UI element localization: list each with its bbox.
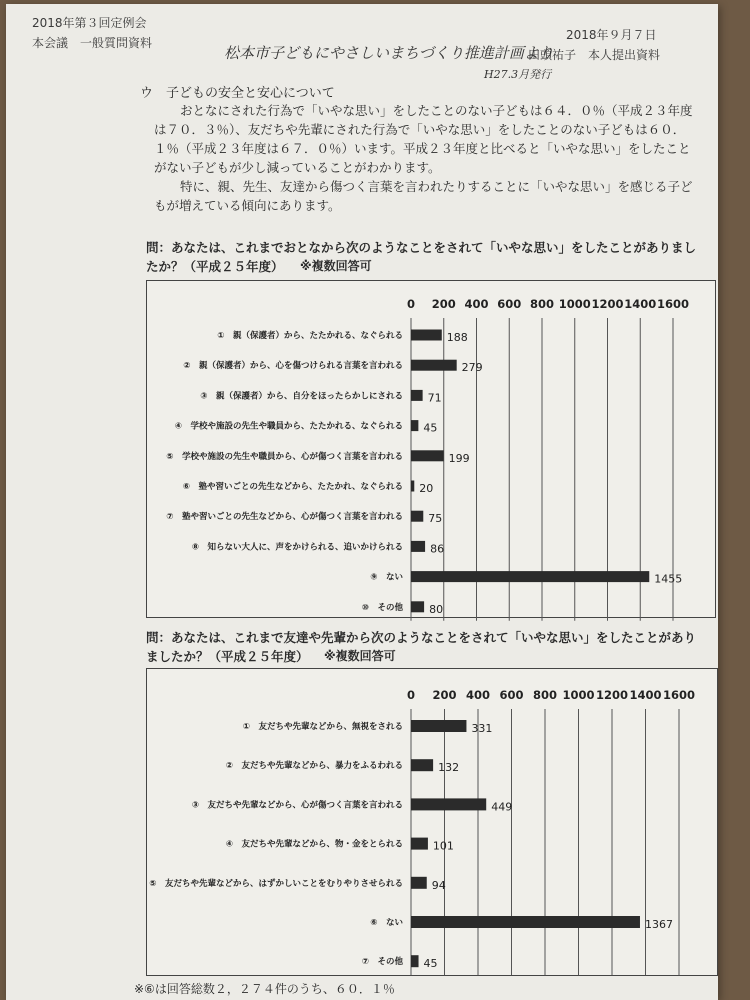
category-label: ③ 友だちや先輩などから、心が傷つく言葉を言われる [191,800,403,811]
x-tick-label: 200 [432,688,457,702]
data-bar [411,390,423,401]
section-paragraph-1: おとなにされた行為で「いやな思い」をしたことのない子どもは６４．０％（平成２３年度は７０．３％）、友だちや先輩にされた行為で「いやな思い」をしたことのない子どもは６０．１％（平成２３年度は６７．０％）います。平成２３年度と比べると「いやな思い」をしたことがない子どもが少し減っていることがわかります。 [154,103,693,175]
category-label: ③ 親（保護者）から、自分をほったらかしにされる [200,391,403,402]
data-bar [411,759,433,771]
category-label: ④ 学校や施設の先生や職員から、たたかれる、なぐられる [174,421,403,432]
x-tick-label: 1000 [562,688,595,702]
chart-adults-svg [147,281,715,617]
data-bar [411,571,649,582]
chart-peers-svg [147,669,717,975]
data-value-label: 132 [438,761,460,775]
category-label: ① 親（保護者）から、たたかれる、なぐられる [217,331,403,341]
data-value-label: 45 [423,421,438,435]
question-1-note: ※複数回答可 [300,259,372,273]
category-label: ⑩ その他 [361,602,403,613]
handwritten-issued-note: H27.3月発行 [484,68,552,81]
section-title: ウ 子どもの安全と安心について [140,86,335,101]
data-bar [411,360,457,371]
data-value-label: 199 [448,451,470,465]
data-value-label: 1367 [644,918,673,931]
data-value-label: 279 [461,361,483,375]
data-bar [411,541,425,552]
document-page [6,4,718,1000]
x-tick-label: 200 [431,297,456,311]
x-tick-label: 600 [497,297,522,311]
data-bar [411,916,640,928]
data-bar [411,511,423,522]
data-value-label: 45 [423,957,438,971]
x-tick-label: 400 [464,297,489,311]
category-label: ⑤ 友だちや先輩などから、はずかしいことをむりやりさせられる [149,878,403,889]
question-1-text: 問：あなたは、これまでおとなから次のようなことをされて「いやな思い」をしたことがありましたか？（平成２５年度） [146,240,697,274]
data-bar [411,838,428,850]
presenter-label: 田頭祐子 本人提出資料 [528,48,661,62]
data-value-label: 101 [432,839,454,853]
x-tick-label: 1600 [656,297,690,311]
data-value-label: 188 [446,331,468,344]
x-tick-label: 1400 [629,688,662,702]
x-tick-label: 1200 [595,688,629,702]
category-label: ⑦ その他 [361,957,403,968]
x-tick-label: 0 [406,297,416,311]
question-2-note: ※複数回答可 [324,649,396,663]
chart-adults [146,280,716,618]
data-bar [411,601,424,612]
handwritten-source-note: 松本市子どもにやさしいまちづくり推進計画より [224,44,554,62]
data-bar [411,420,418,431]
footer-note: ※⑥は回答総数２，２７４件のうち、６０．１％ [134,982,395,996]
category-label: ⑥ 塾や習いごとの先生などから、たたかれ、なぐられる [182,482,403,492]
data-value-label: 71 [427,391,442,405]
category-label: ⑥ ない [370,918,403,928]
x-tick-label: 800 [529,297,555,311]
category-label: ⑦ 塾や習いごとの先生などから、心が傷つく言葉を言われる [166,512,403,523]
data-value-label: 20 [419,482,434,495]
question-2-text: 問：あなたは、これまで友達や先輩から次のようなことをされて「いやな思い」をしたことがありましたか？（平成２５年度） [146,630,697,664]
data-value-label: 86 [430,542,445,556]
data-bar [411,720,466,732]
meeting-label: 2018年第３回定例会 [32,16,147,30]
data-value-label: 94 [431,878,446,892]
x-tick-label: 0 [406,688,416,702]
category-label: ② 親（保護者）から、心を傷つけられる言葉を言われる [183,361,403,372]
data-value-label: 449 [491,800,513,814]
chart-peers [146,668,718,976]
data-value-label: 331 [471,722,493,735]
data-bar [411,481,414,492]
x-tick-label: 1000 [558,297,591,311]
x-tick-label: 1600 [662,688,696,702]
x-tick-label: 400 [465,688,491,702]
category-label: ④ 友だちや先輩などから、物・金をとられる [225,839,403,850]
x-tick-label: 600 [499,688,524,702]
x-tick-label: 1400 [624,297,657,311]
data-value-label: 80 [429,602,444,616]
data-bar [411,330,442,341]
section-paragraph-2: 特に、親、先生、友達から傷つく言葉を言われたりすることに「いやな思い」を感じる子どもが増えている傾向にあります。 [154,179,693,213]
x-tick-label: 1200 [591,297,624,311]
data-bar [411,450,444,461]
category-label: ⑤ 学校や施設の先生や職員から、心が傷つく言葉を言われる [166,451,403,462]
category-label: ① 友だちや先輩などから、無視をされる [242,722,403,732]
x-tick-label: 800 [532,688,558,702]
data-value-label: 75 [428,512,443,526]
category-label: ② 友だちや先輩などから、暴力をふるわれる [225,761,403,772]
category-label: ⑧ 知らない大人に、声をかけられる、追いかけられる [191,542,403,553]
category-label: ⑨ ない [370,572,403,583]
data-value-label: 1455 [654,572,683,586]
date-label: 2018年９月７日 [566,28,657,42]
data-bar [411,877,427,889]
data-bar [411,955,419,967]
data-bar [411,798,486,810]
doc-type-label: 本会議 一般質問資料 [32,36,153,50]
